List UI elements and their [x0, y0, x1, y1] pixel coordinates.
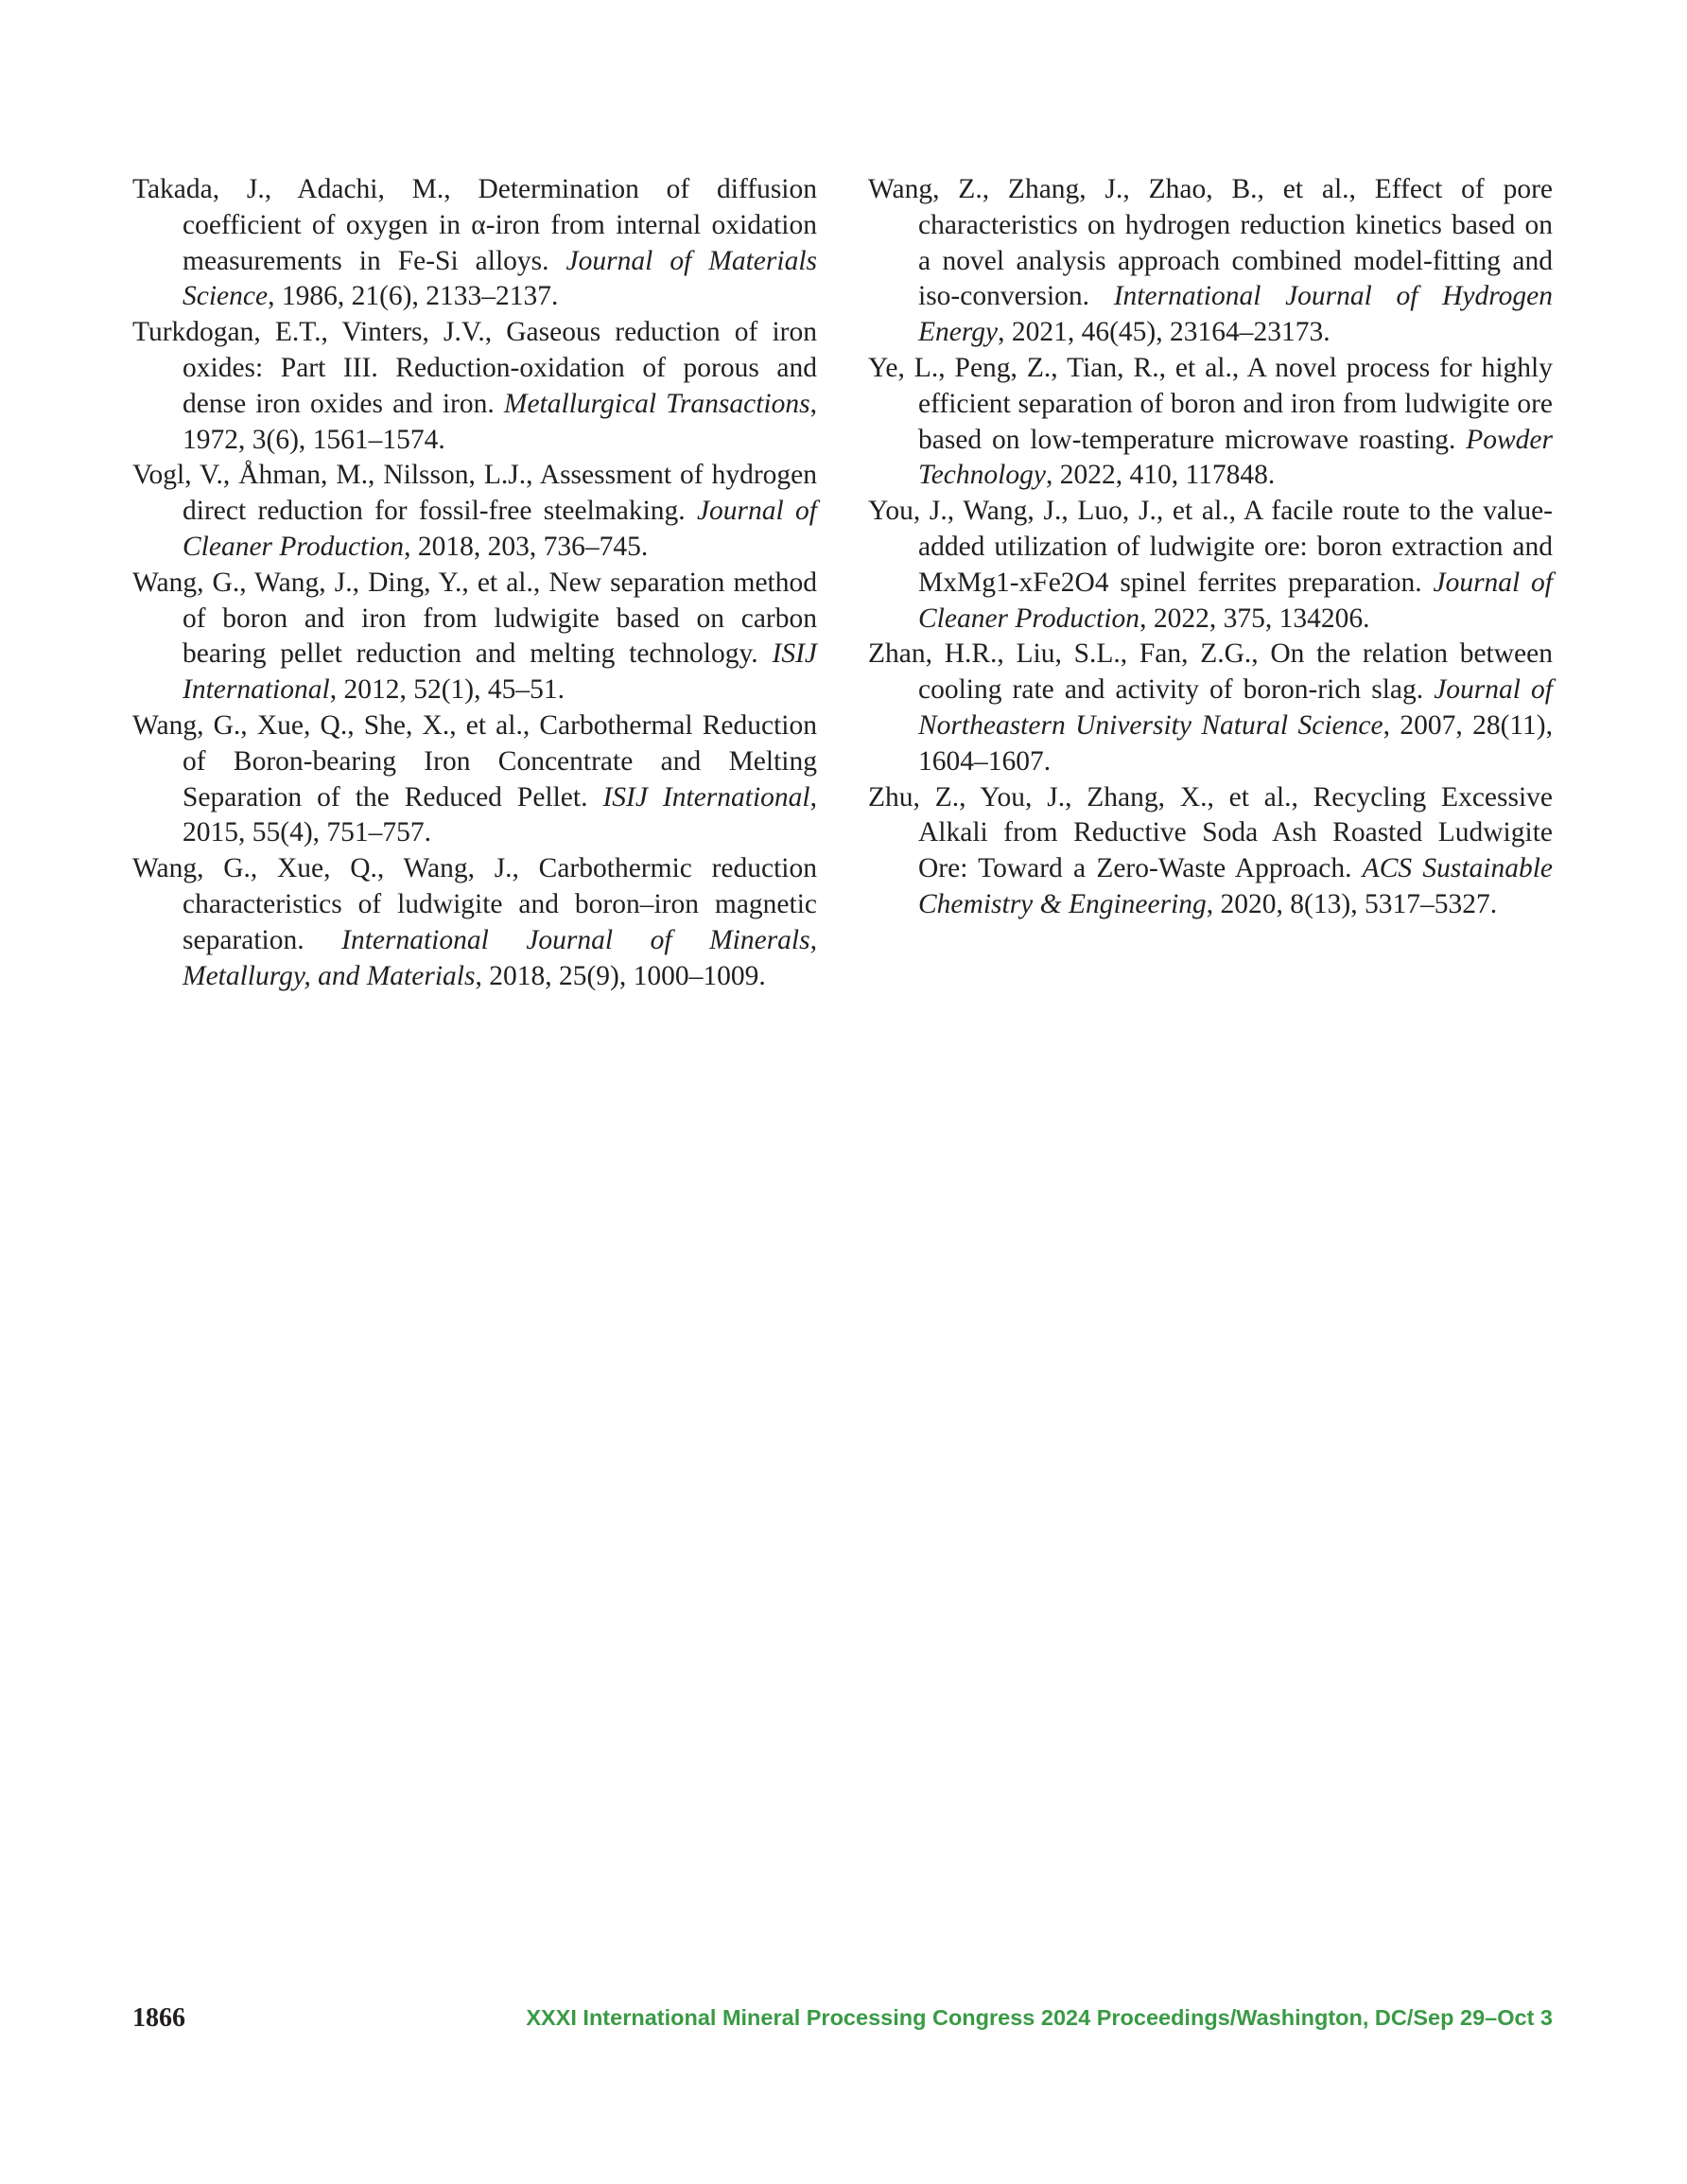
reference-entry: Zhu, Z., You, J., Zhang, X., et al., Recycling Excessive Alkali from Reductive Soda Ash Roasted Ludwigite Ore: Toward a Zero-Waste Approach. ACS Sustainable Chemistry & Engineering, 2020, 8(13), 5317–5327. [868, 781, 1553, 919]
page-number: 1866 [132, 2003, 185, 2033]
running-footer-title: XXXI International Mineral Processing Congress 2024 Proceedings/Washington, DC/Sep 29–Oct 3 [526, 2005, 1553, 2030]
reference-entry: Wang, G., Wang, J., Ding, Y., et al., New separation method of boron and iron from ludwigite based on carbon bearing pellet reduction and melting technology. ISIJ International, 2012, 52(1), 45–51. [132, 567, 817, 706]
references-left-column [132, 172, 817, 994]
reference-entry: Takada, J., Adachi, M., Determination of diffusion coefficient of oxygen in α-iron from internal oxidation measurements in Fe-Si alloys. Journal of Materials Science, 1986, 21(6), 2133–2137. [132, 174, 817, 312]
page-footer [132, 2003, 1553, 2041]
references-right-column [868, 172, 1553, 923]
reference-entry: Wang, G., Xue, Q., Wang, J., Carbothermic reduction characteristics of ludwigite and boron–iron magnetic separation. International Journal of Minerals, Metallurgy, and Materials, 2018, 25(9), 1000–1009. [132, 853, 817, 991]
reference-entry: Zhan, H.R., Liu, S.L., Fan, Z.G., On the relation between cooling rate and activity of boron-rich slag. Journal of Northeastern University Natural Science, 2007, 28(11), 1604–1607. [868, 638, 1553, 777]
reference-entry: Wang, G., Xue, Q., She, X., et al., Carbothermal Reduction of Boron-bearing Iron Concentrate and Melting Separation of the Reduced Pellet. ISIJ International, 2015, 55(4), 751–757. [132, 709, 817, 848]
reference-entry: Vogl, V., Åhman, M., Nilsson, L.J., Assessment of hydrogen direct reduction for fossil-free steelmaking. Journal of Cleaner Production, 2018, 203, 736–745. [132, 460, 817, 562]
reference-entry: You, J., Wang, J., Luo, J., et al., A facile route to the value-added utilization of ludwigite ore: boron extraction and MxMg1-xFe2O4 spinel ferrites preparation. Journal of Cleaner Production, 2022, 375, 134206. [868, 496, 1554, 634]
reference-entry: Ye, L., Peng, Z., Tian, R., et al., A novel process for highly efficient separation of boron and iron from ludwigite ore based on low-temperature microwave roasting. Powder Technology, 2022, 410, 117848. [868, 352, 1553, 491]
reference-entry: Turkdogan, E.T., Vinters, J.V., Gaseous reduction of iron oxides: Part III. Reduction-oxidation of porous and dense iron oxides and iron. Metallurgical Transactions, 1972, 3(6), 1561–1574. [132, 317, 817, 455]
reference-entry: Wang, Z., Zhang, J., Zhao, B., et al., Effect of pore characteristics on hydrogen reduction kinetics based on a novel analysis approach combined model-fitting and iso-conversion. International Journal of Hydrogen Energy, 2021, 46(45), 23164–23173. [868, 174, 1554, 348]
